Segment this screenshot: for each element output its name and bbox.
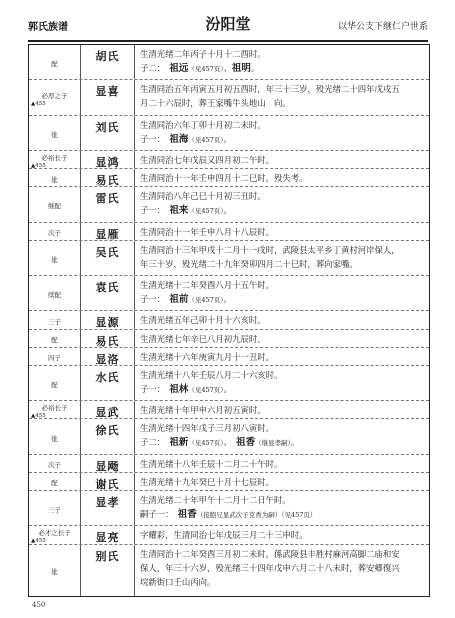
text-segment: 月二十六辰时，葬王家嘴牛头地山 向。 (140, 98, 291, 109)
biography-line (140, 457, 425, 471)
relation-label-cell (29, 151, 81, 168)
person-name: 显孝 (81, 491, 135, 525)
person-name: 显鸿 (81, 151, 135, 168)
relation-label-cell (29, 80, 81, 114)
relation-label-cell (29, 187, 81, 221)
text-segment: 生清同治七年戊辰又四月初二午时。 (140, 154, 274, 165)
cross-reference-note: （继显孝嗣） (255, 439, 291, 448)
text-segment: 生清光绪十八年壬辰十二月二十午时。 (140, 458, 283, 469)
genealogy-row (29, 240, 429, 275)
relation-label-cell (29, 526, 81, 543)
biography-line (140, 403, 425, 417)
biography-line (140, 47, 425, 61)
genealogy-row (29, 150, 429, 168)
cross-reference-note: （见457页） (188, 296, 224, 305)
cross-reference-note: （见457页） (188, 65, 224, 73)
genealogy-row (29, 310, 429, 328)
text-segment: 生清光绪二十年甲午十二月十二日午时。 (140, 495, 291, 506)
relation-label-cell (29, 116, 81, 150)
relation-label: 四子 (48, 354, 61, 363)
child-name: 祖前 (169, 294, 189, 306)
biography-text (135, 455, 429, 472)
relation-label: 配 (51, 60, 58, 69)
genealogy-row (29, 490, 429, 525)
text-segment: 生清光绪十年甲申六月初五寅时。 (140, 405, 266, 416)
text-segment: 。 (223, 133, 232, 144)
text-segment: 保人，年三十六岁，殁光绪三十四年戊申六月二十八未时，葬安郷復兴 (140, 562, 400, 573)
biography-text (135, 187, 429, 221)
biography-text (135, 169, 429, 186)
biography-line (140, 421, 425, 435)
text-segment: 生清光绪十六年庚寅九月十一丑时。 (140, 351, 274, 362)
biography-line (140, 350, 425, 364)
relation-label-cell (29, 419, 81, 453)
text-segment: 。 (250, 63, 260, 73)
text-segment: 生清同治六年丁卯十月初二未时。 (140, 119, 266, 130)
person-name: 显雁 (81, 223, 135, 240)
biography-line (140, 575, 425, 589)
person-name: 显飏 (81, 455, 135, 472)
biography-line (140, 368, 425, 382)
person-name: 谢氏 (81, 473, 135, 490)
biography-line (140, 278, 425, 292)
text-segment: 、 (223, 437, 237, 448)
text-segment: 生清同治十二年癸酉三月初二未时，係武陵县丰胜村麻河高脚二庙和安 (140, 548, 400, 559)
biography-line (140, 132, 425, 147)
biography-line (140, 243, 425, 257)
biography-line (140, 118, 425, 132)
relation-label: 妣 (51, 568, 58, 577)
person-name: 别氏 (81, 545, 135, 596)
biography-text (135, 241, 429, 275)
person-name: 易氏 (81, 330, 135, 347)
biography-line (140, 475, 425, 489)
cross-reference-note: （见457页） (188, 439, 224, 448)
relation-label: 三子 (48, 318, 61, 327)
relation-label-cell (29, 366, 81, 400)
biography-text (135, 151, 429, 168)
text-segment: 。 (223, 383, 232, 394)
biography-text (135, 330, 429, 347)
text-segment: 生清同治十一年壬申四月十二巳时，殁失考。 (140, 173, 308, 184)
person-name: 袁氏 (81, 276, 135, 310)
person-name: 徐氏 (81, 419, 135, 453)
biography-line (140, 61, 425, 76)
text-segment: 生清同治十三年甲戌十二月十一戌时，武陵县太平乡丁黄村河岸保人， (140, 244, 400, 255)
biography-text (135, 45, 429, 79)
biography-text (135, 545, 429, 596)
biography-line (140, 189, 425, 203)
biography-line (140, 257, 425, 271)
person-name: 胡氏 (81, 45, 135, 79)
page-reference: ▲455 (31, 163, 46, 169)
biography-text (135, 526, 429, 543)
text-segment: 生清光绪十九年癸巳十月十七辰时。 (140, 476, 274, 487)
relation-label-cell (29, 169, 81, 186)
branch-title: 以华公支下继仁户世系 (337, 22, 428, 32)
biography-text (135, 80, 429, 114)
genealogy-row (29, 222, 429, 240)
text-segment: 子二： (140, 437, 170, 448)
child-name: 祖远 (169, 63, 189, 74)
biography-text (135, 366, 429, 400)
text-segment: 子一： (140, 294, 170, 305)
genealogy-row (29, 186, 429, 221)
biography-line (140, 96, 425, 110)
text-segment: 生清光绪十二年癸酉八月十五午时。 (140, 280, 274, 291)
child-name: 祖新 (169, 437, 189, 449)
text-segment: 子二： (140, 63, 170, 73)
relation-label: 配 (51, 381, 58, 390)
relation-label-cell (29, 276, 81, 310)
child-name: 祖香 (177, 509, 197, 521)
book-title: 郭氏族谱 (28, 22, 68, 33)
relation-label: 妣 (51, 130, 58, 139)
biography-line (140, 332, 425, 346)
text-segment: 嗣子一： (140, 509, 178, 520)
genealogy-row (29, 418, 429, 453)
text-segment: 生清光绪二年丙子十月十二酉时。 (140, 49, 266, 59)
page-reference: ▲455 (31, 538, 46, 544)
cross-reference-note: （接胞兄显武次子克香为嗣）（见457页） (196, 511, 317, 520)
text-segment: 生清同治五年丙寅五月初五酉时，年三十三岁，殁光绪二十四年戊戌五 (140, 84, 400, 95)
person-name: 刘氏 (81, 116, 135, 150)
person-name: 水氏 (81, 366, 135, 400)
biography-line (140, 292, 425, 307)
relation-label: 必才之长子 (38, 529, 71, 538)
biography-line (140, 153, 425, 167)
relation-label: 必厚之子 (41, 91, 68, 100)
biography-line (140, 507, 425, 522)
hall-name: 汾阳堂 (205, 15, 251, 33)
biography-line (140, 382, 425, 397)
biography-text (135, 491, 429, 525)
genealogy-row (29, 454, 429, 472)
page-reference: ▲455 (31, 413, 46, 419)
biography-line (140, 528, 425, 542)
biography-line (140, 203, 425, 218)
relation-label-cell (29, 348, 81, 365)
cross-reference-note: （见457页） (188, 207, 224, 216)
relation-label: 续配 (48, 291, 61, 300)
person-name: 显喜 (81, 80, 135, 114)
biography-text (135, 419, 429, 453)
biography-line (140, 171, 425, 185)
relation-label: 次子 (48, 229, 61, 238)
person-name: 易氏 (81, 169, 135, 186)
child-name: 祖海 (169, 133, 189, 145)
biography-text (135, 311, 429, 328)
relation-label: 继配 (48, 202, 61, 211)
relation-label-cell (29, 545, 81, 596)
genealogy-row (29, 44, 429, 79)
person-name: 显武 (81, 401, 135, 418)
text-segment: 生清光绪五年己卯十月十六亥时。 (140, 315, 266, 326)
relation-label: 三子 (48, 506, 61, 515)
relation-label-cell (29, 241, 81, 275)
text-segment: 子一： (140, 133, 170, 144)
relation-label: 配 (51, 336, 58, 345)
relation-label-cell (29, 330, 81, 347)
genealogy-row (29, 525, 429, 543)
text-segment: 字耀彩，生清同治七年戊辰三月二十三申时。 (140, 530, 308, 541)
child-name: 祖明 (231, 63, 251, 74)
text-segment: 生清光绪十四年戊子三月初八寅时。 (140, 423, 274, 434)
child-name: 祖来 (169, 205, 189, 217)
biography-text (135, 473, 429, 490)
biography-line (140, 225, 425, 239)
relation-label-cell (29, 455, 81, 472)
relation-label: 妣 (51, 175, 58, 184)
biography-text (135, 116, 429, 150)
child-name: 祖林 (169, 383, 189, 395)
page-reference: ▲455 (31, 100, 46, 107)
biography-line (140, 547, 425, 561)
genealogy-row (29, 329, 429, 347)
biography-line (140, 493, 425, 507)
person-name: 显源 (81, 311, 135, 328)
person-name: 雷氏 (81, 187, 135, 221)
genealogy-table (28, 44, 430, 597)
cross-reference-note: （见457页） (188, 135, 224, 144)
genealogy-row (29, 400, 429, 418)
person-name: 显洛 (81, 348, 135, 365)
genealogy-row (29, 544, 429, 596)
biography-text (135, 223, 429, 240)
relation-label-cell (29, 311, 81, 328)
biography-line (140, 82, 425, 96)
genealogy-row (29, 168, 429, 186)
text-segment: 年三十岁，殁光绪二十九年癸卯四月二十巳时，葬向家嘴。 (140, 258, 358, 269)
relation-label: 配 (51, 479, 58, 488)
relation-label-cell (29, 45, 81, 79)
text-segment: 。 (290, 437, 300, 448)
text-segment: 垸新街口壬山丙向。 (140, 576, 216, 587)
text-segment: 子一： (140, 383, 170, 394)
biography-text (135, 276, 429, 310)
biography-line (140, 313, 425, 327)
person-name: 吴氏 (81, 241, 135, 275)
relation-label: 必裕长子 (41, 404, 68, 413)
text-segment: 生清同治十一年壬申八月十八辰时。 (140, 226, 274, 237)
genealogy-row (29, 472, 429, 490)
child-name: 祖香 (236, 437, 256, 449)
genealogy-row (29, 115, 429, 150)
cross-reference-note: （见457页） (188, 385, 224, 394)
page-number: 450 (32, 601, 46, 609)
relation-label-cell (29, 491, 81, 525)
person-name: 显亮 (81, 526, 135, 543)
text-segment: 、 (223, 63, 232, 73)
relation-label: 次子 (48, 461, 61, 470)
relation-label-cell (29, 401, 81, 418)
biography-line (140, 435, 425, 450)
biography-text (135, 348, 429, 365)
page-header (28, 9, 428, 39)
text-segment: 。 (223, 205, 232, 216)
relation-label: 必裕长子 (41, 154, 68, 163)
text-segment: 。 (223, 294, 232, 305)
header-rule (28, 40, 428, 42)
relation-label-cell (29, 473, 81, 490)
relation-label: 妣 (51, 255, 58, 264)
text-segment: 生清光绪十八年壬辰八月二十六亥时。 (140, 369, 283, 380)
relation-label: 妣 (51, 434, 58, 443)
biography-text (135, 401, 429, 418)
genealogy-row (29, 275, 429, 310)
genealogy-row (29, 79, 429, 114)
text-segment: 生清同治八年己巳十月初三丑时。 (140, 191, 266, 202)
biography-line (140, 561, 425, 575)
text-segment: 生清光绪七年辛巳八月初九辰时。 (140, 333, 266, 344)
genealogy-row (29, 347, 429, 365)
text-segment: 子一： (140, 205, 170, 216)
relation-label-cell (29, 223, 81, 240)
genealogy-row (29, 365, 429, 400)
